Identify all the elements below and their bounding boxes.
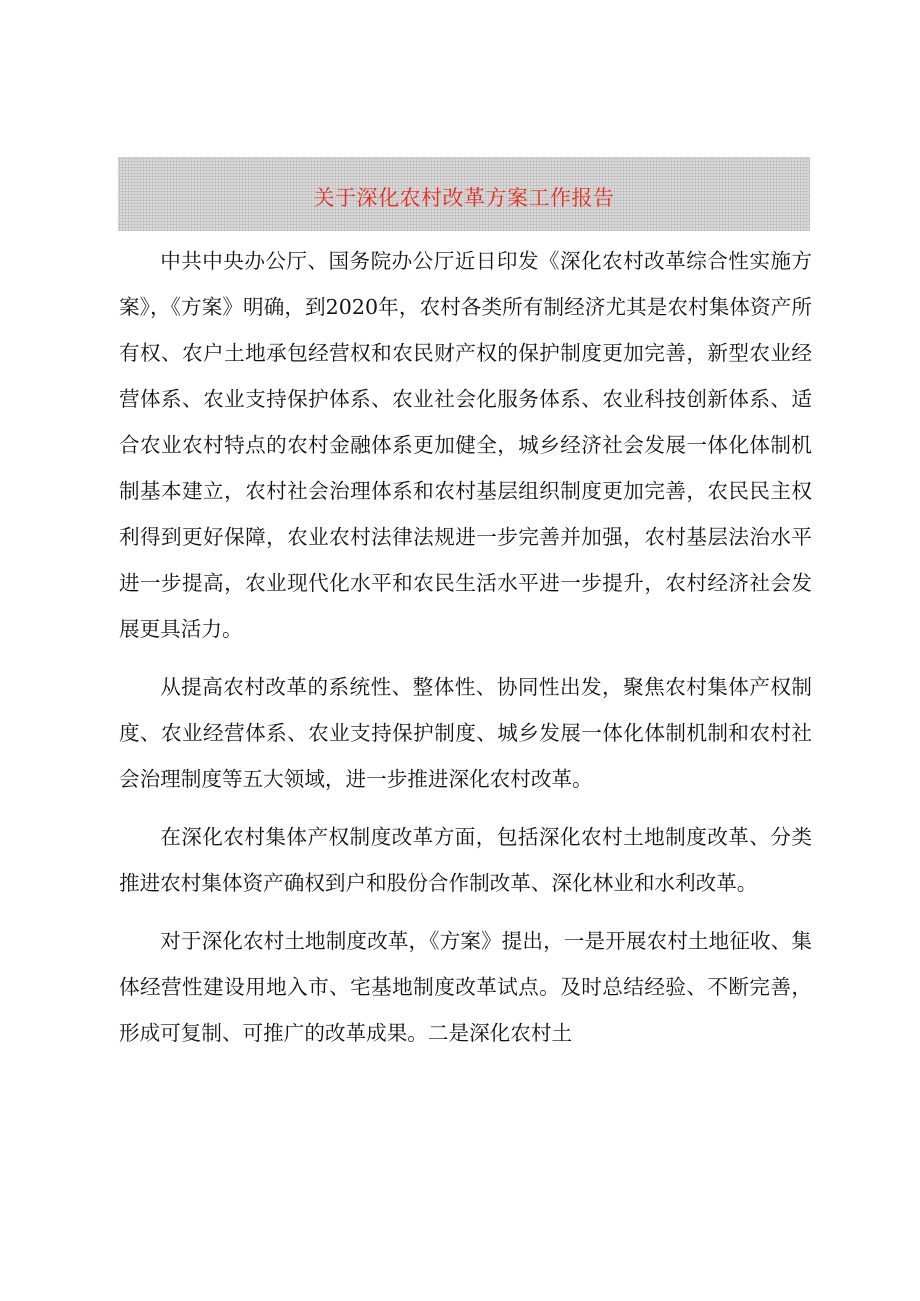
- title-banner: [118, 157, 810, 231]
- document-body: [119, 238, 812, 1056]
- paragraph: 对于深化农村土地制度改革，《方案》提出，一是开展农村土地征收、集体经营性建设用地入市、宅基地制度改革试点。及时总结经验、不断完善，形成可复制、可推广的改革成果。二是深化农村土: [119, 929, 812, 1045]
- paragraph: 中共中央办公厅、国务院办公厅近日印发《深化农村改革综合性实施方案》，《方案》明确，到2020年，农村各类所有制经济尤其是农村集体资产所有权、农户土地承包经营权和农民财产权的保护制度更加完善，新型农业经营体系、农业支持保护体系、农业社会化服务体系、农业科技创新体系、适合农业农村特点的农村金融体系更加健全，城乡经济社会发展一体化体制机制基本建立，农村社会治理体系和农村基层组织制度更加完善，农民民主权利得到更好保障，农业农村法律法规进一步完善并加强，农村基层法治水平进一步提高，农业现代化水平和农民生活水平进一步提升，农村经济社会发展更具活力。: [119, 249, 812, 641]
- document-title: 关于深化农村改革方案工作报告: [313, 186, 615, 210]
- paragraph: 在深化农村集体产权制度改革方面，包括深化农村土地制度改革、分类推进农村集体资产确权到户和股份合作制改革、深化林业和水利改革。: [119, 825, 812, 895]
- paragraph: 从提高农村改革的系统性、整体性、协同性出发，聚焦农村集体产权制度、农业经营体系、农业支持保护制度、城乡发展一体化体制机制和农村社会治理制度等五大领域，进一步推进深化农村改革。: [119, 675, 812, 791]
